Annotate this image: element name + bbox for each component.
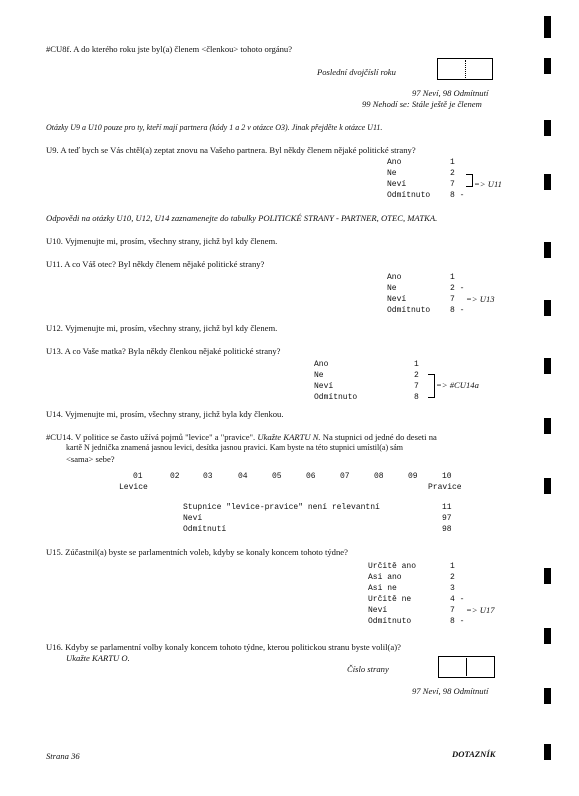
scale-value: 10	[442, 472, 452, 481]
option-label: Neví	[314, 382, 334, 391]
option-label: Odmítnuto	[314, 393, 358, 402]
scale-extra-code: 98	[442, 525, 452, 534]
scale-value: 08	[374, 472, 384, 481]
scale-extra-label: Stupnice "levice-pravice" není relevantní	[183, 503, 380, 512]
option-label: Odmítnuto	[387, 191, 431, 200]
scale-right-label: Pravice	[428, 483, 462, 492]
option-code: 1	[450, 273, 455, 282]
document-title: DOTAZNÍK	[452, 749, 496, 759]
option-code: 7	[450, 606, 455, 615]
option-label: Asi ne	[368, 584, 397, 593]
option-code: 8	[414, 393, 419, 402]
option-label: Ne	[387, 284, 397, 293]
question-u13: U13. A co Vaše matka? Byla někdy členkou nějaké politické strany?	[46, 346, 281, 356]
option-label: Neví	[387, 295, 407, 304]
edge-mark	[544, 242, 551, 258]
option-code: 2	[450, 169, 455, 178]
option-code: 8 -	[450, 617, 465, 626]
scale-extra-label: Odmítnutí	[183, 525, 227, 534]
page-number: Strana 36	[46, 751, 80, 761]
edge-mark	[544, 300, 551, 316]
scale-extra-label: Neví	[183, 514, 203, 523]
scale-value: 01	[133, 472, 143, 481]
option-code: 7	[414, 382, 419, 391]
scale-extra-code: 11	[442, 503, 452, 512]
cu8f-note-1: 97 Neví, 98 Odmítnutí	[412, 88, 489, 98]
cu8f-note-2: 99 Nehodí se: Stále ještě je členem	[362, 99, 482, 109]
u16-card: Ukažte KARTU O.	[66, 653, 130, 663]
option-code: 2 -	[450, 284, 465, 293]
option-label: Určitě ne	[368, 595, 412, 604]
question-cu14a-line1	[46, 432, 437, 442]
option-code: 7	[450, 295, 455, 304]
option-code: 1	[450, 562, 455, 571]
scale-left-label: Levice	[119, 483, 148, 492]
edge-mark	[544, 744, 551, 760]
question-u9: U9. A teď bych se Vás chtěl(a) zeptat znovu na Vašeho partnera. Byl někdy členem nějaké politické strany?	[46, 145, 416, 155]
edge-mark	[544, 174, 551, 190]
question-u12: U12. Vyjmenujte mi, prosím, všechny strany, jichž byl kdy členem.	[46, 323, 278, 333]
scale-value: 02	[170, 472, 180, 481]
option-label: Neví	[387, 180, 407, 189]
question-cu14a-line3: <sama> sebe?	[66, 454, 115, 464]
skip-u13: => #CU14a	[436, 380, 479, 390]
scale-extra-code: 97	[442, 514, 452, 523]
scale-value: 03	[203, 472, 213, 481]
scale-value: 07	[340, 472, 350, 481]
option-code: 8 -	[450, 306, 465, 315]
scale-value: 09	[408, 472, 418, 481]
question-u11: U11. A co Váš otec? Byl někdy členem nějaké politické strany?	[46, 259, 265, 269]
skip-brace	[428, 374, 435, 398]
option-label: Ano	[314, 360, 329, 369]
option-label: Odmítnuto	[387, 306, 431, 315]
option-code: 1	[450, 158, 455, 167]
question-cu14a-line2: kartě N jednička znamená jasnou levici, desítka jasnou pravici. Kam byste na této stupnici umístil(a) sám	[66, 443, 404, 452]
option-code: 7	[450, 180, 455, 189]
question-u16: U16. Kdyby se parlamentní volby konaly koncem tohoto týdne, kterou politickou stranu byste volil(a)?	[46, 642, 401, 652]
skip-u15: => U17	[466, 605, 495, 615]
skip-u9: => U11	[474, 179, 502, 189]
edge-mark	[544, 478, 551, 494]
option-label: Ano	[387, 158, 402, 167]
skip-u11: => U13	[466, 294, 495, 304]
cu14a-text-a: #CU14. V politice se často užívá pojmů "levice" a "pravice".	[46, 432, 258, 442]
question-u14: U14. Vyjmenujte mi, prosím, všechny strany, jichž byla kdy členkou.	[46, 409, 284, 419]
edge-mark	[544, 628, 551, 644]
box-divider	[466, 658, 467, 676]
option-code: 2	[450, 573, 455, 582]
option-label: Ano	[387, 273, 402, 282]
cu14a-text-c: Na stupnici od jedné do deseti na	[320, 432, 437, 442]
option-label: Určitě ano	[368, 562, 417, 571]
option-label: Asi ano	[368, 573, 402, 582]
option-code: 1	[414, 360, 419, 369]
option-label: Ne	[314, 371, 324, 380]
year-box-label: Poslední dvojčíslí roku	[317, 67, 396, 77]
question-cu8f: #CU8f. A do kterého roku jste byl(a) členem <členkou> tohoto orgánu?	[46, 44, 293, 54]
option-code: 3	[450, 584, 455, 593]
option-code: 2	[414, 371, 419, 380]
option-label: Neví	[368, 606, 388, 615]
question-u10: U10. Vyjmenujte mi, prosím, všechny strany, jichž byl kdy členem.	[46, 236, 278, 246]
option-code: 8 -	[450, 191, 465, 200]
scale-value: 06	[306, 472, 316, 481]
edge-mark	[544, 568, 551, 584]
edge-mark	[544, 58, 551, 74]
u16-note: 97 Neví, 98 Odmítnutí	[412, 686, 489, 696]
edge-mark	[544, 16, 551, 38]
option-label: Odmítnuto	[368, 617, 412, 626]
option-label: Ne	[387, 169, 397, 178]
instruction-u9: Otázky U9 a U10 pouze pro ty, kteří mají partnera (kódy 1 a 2 v otázce O3). Jinak přejděte k otázce U11.	[46, 123, 383, 132]
edge-mark	[544, 418, 551, 434]
scale-value: 04	[238, 472, 248, 481]
party-box-label: Číslo strany	[347, 664, 389, 674]
edge-mark	[544, 358, 551, 374]
instruction-table: Odpovědi na otázky U10, U12, U14 zaznamenejte do tabulky POLITICKÉ STRANY - PARTNER, OTEC, MATKA.	[46, 213, 438, 223]
skip-brace	[466, 174, 473, 187]
scale-value: 05	[272, 472, 282, 481]
edge-mark	[544, 120, 551, 136]
cu14a-card: Ukažte KARTU N.	[257, 432, 321, 442]
option-code: 4 -	[450, 595, 465, 604]
box-divider	[465, 60, 466, 78]
edge-mark	[544, 688, 551, 704]
question-u15: U15. Zúčastnil(a) byste se parlamentních voleb, kdyby se konaly koncem tohoto týdne?	[46, 547, 348, 557]
